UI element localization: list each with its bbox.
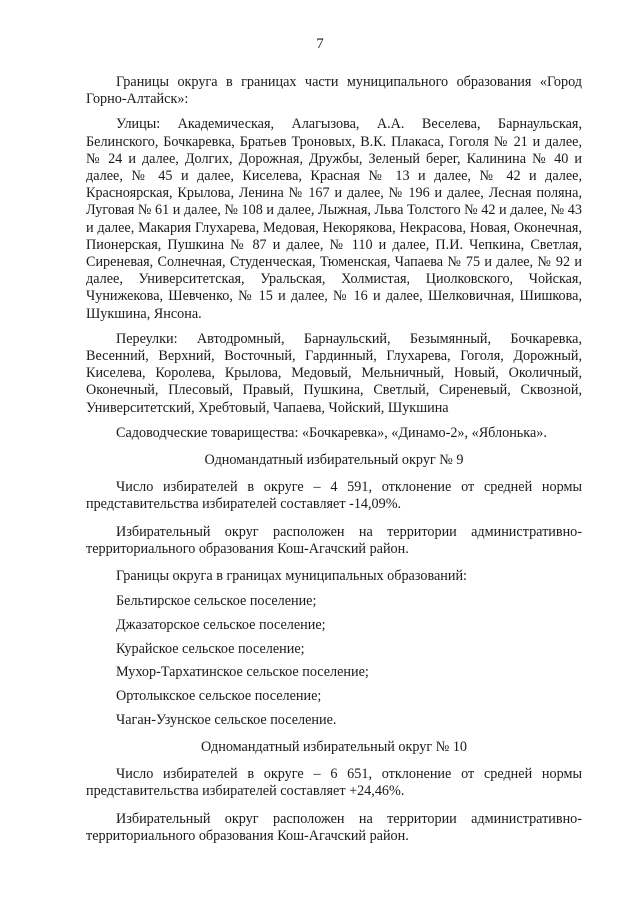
district-9-settlements-list: [86, 593, 582, 729]
list-item: Джазаторское сельское поселение;: [116, 616, 326, 633]
garden-partnerships: Садоводческие товарищества: «Бочкаревка», «Динамо-2», «Яблонька».: [116, 424, 547, 441]
list-item: Мухор-Тархатинское сельское поселение;: [116, 664, 369, 681]
page-number: 7: [316, 36, 324, 52]
district-9-heading: Одномандатный избирательный округ № 9: [204, 452, 464, 469]
district-10-heading: Одномандатный избирательный округ № 10: [200, 739, 468, 755]
list-item: Курайское сельское поселение;: [116, 640, 305, 657]
district-10-voters: Число избирателей в округе – 6 651, отклонение от средней нормы представительства избирателей составляет +24,46%.: [86, 766, 582, 800]
district-borders-intro: Границы округа в границах части муниципального образования «Город Горно-Алтайск»:: [86, 74, 582, 108]
list-item: Ортолыкское сельское поселение;: [116, 688, 322, 705]
district-9-voters: Число избирателей в округе – 4 591, отклонение от средней нормы представительства избирателей составляет -14,09%.: [86, 479, 582, 513]
lanes-paragraph: Переулки: Автодромный, Барнаульский, Безымянный, Бочкаревка, Весенний, Верхний, Восточный, Гардинный, Глухарева, Гоголя, Дорожный, Киселева, Королева, Крылова, Медовый, Мельничный, Новый, Околичный, Оконечный, Плесовый, Правый, Пушкина, Светлый, Сиреневый, Сквозной, Университетский, Хребтовый, Чапаева, Чойский, Шукшина: [86, 330, 582, 416]
streets-paragraph: Улицы: Академическая, Алагызова, А.А. Веселева, Барнаульская, Белинского, Бочкаревка, Братьев Троновых, В.К. Плакаса, Гоголя № 21 и далее, № 24 и далее, Долгих, Дорожная, Дружбы, Зеленый берег, Калинина № 40 и далее, № 45 и далее, Киселева, Красная № 13 и далее, № 42 и далее, Красноярская, Крылова, Ленина № 167 и далее, № 196 и далее, Лесная поляна, Луговая № 61 и далее, № 108 и далее, Лыжная, Льва Толстого № 42 и далее, № 43 и далее, Макария Глухарева, Медовая, Некорякова, Некрасова, Новая, Оконечная, Пионерская, Пушкина № 87 и далее, № 110 и далее, П.И. Чепкина, Светлая, Сиреневая, Солнечная, Студенческая, Тюменская, Чапаева № 75 и далее, № 92 и далее, Университетская, Уральская, Холмистая, Циолковского, Чойская, Чунижекова, Шевченко, № 15 и далее, № 16 и далее, Шелковичная, Шишкова, Шукшина, Янсона.: [86, 116, 582, 322]
district-9-borders-intro: Границы округа в границах муниципальных образований:: [116, 568, 467, 585]
district-9-territory: Избирательный округ расположен на территории административно-территориального образования Кош-Агачский район.: [86, 523, 582, 557]
page-body: [86, 74, 582, 845]
district-10-territory: Избирательный округ расположен на территории административно-территориального образования Кош-Агачский район.: [86, 810, 582, 844]
list-item: Бельтирское сельское поселение;: [116, 593, 317, 610]
list-item: Чаган-Узунское сельское поселение.: [116, 711, 337, 728]
